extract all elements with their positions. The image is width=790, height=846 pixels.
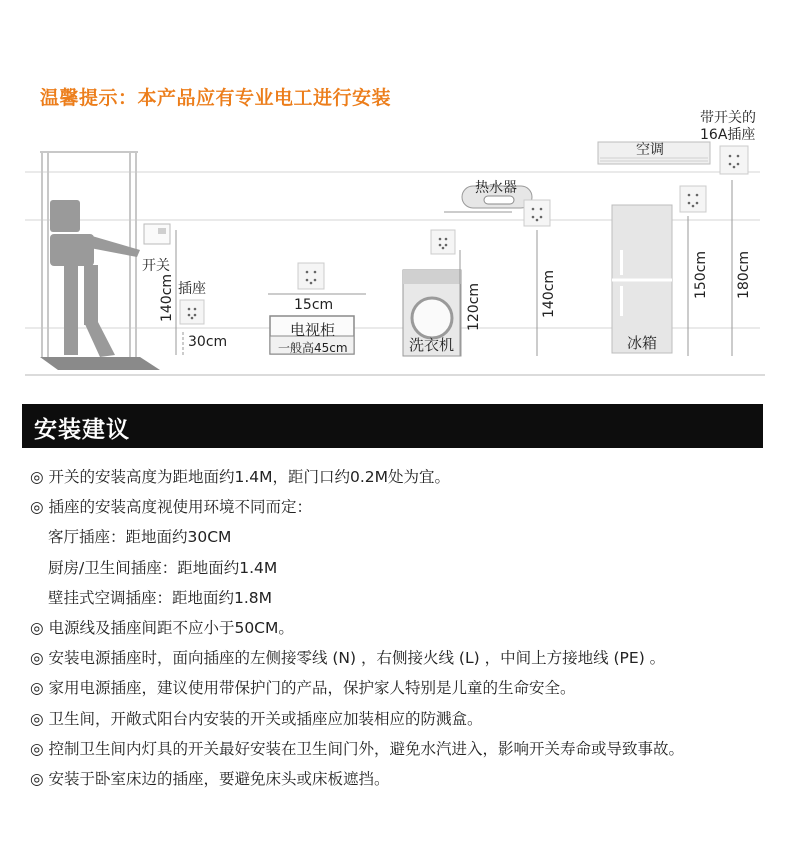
tip-item: ◎ 开关的安装高度为距地面约1.4M，距门口约0.2M处为宜。 (30, 468, 451, 486)
tip-sub-item: 壁挂式空调插座：距地面约1.8M (48, 588, 273, 607)
switched-socket-label: 带开关的 16A插座 (700, 110, 756, 143)
height-150: 150cm (693, 250, 710, 300)
tip-item: ◎ 电源线及插座间距不应小于50CM。 (30, 618, 294, 637)
height-120: 120cm (466, 282, 483, 332)
socket-label: 插座 (178, 281, 206, 297)
height-140-left: 140cm (159, 273, 176, 323)
height-180: 180cm (736, 250, 753, 300)
fridge (612, 205, 672, 353)
tv-height-note: 一般高45cm (278, 341, 348, 355)
socket-fridge (680, 186, 706, 212)
tip-item: ◎ 安装电源插座时，面向插座的左侧接零线 (N) ，右侧接火线 (L) ，中间上方接地线 (PE) 。 (30, 649, 666, 668)
floor-mat (40, 357, 160, 370)
tip-sub-item: 客厅插座：距地面约30CM (48, 528, 232, 547)
tip-item: ◎ 家用电源插座，建议使用带保护门的产品，保护家人特别是儿童的生命安全。 (30, 679, 576, 698)
warning-notice: 温馨提示：本产品应有专业电工进行安装 (40, 87, 392, 109)
aircon-label: 空调 (636, 142, 664, 158)
socket-living-room (180, 300, 204, 324)
water-heater-label: 热水器 (475, 180, 517, 196)
switch-label: 开关 (142, 258, 170, 274)
tip-item: ◎ 卫生间，开敞式阳台内安装的开关或插座应加装相应的防溅盒。 (30, 709, 483, 728)
height-140-mid: 140cm (541, 269, 558, 319)
switch-box (144, 224, 170, 244)
washer-label: 洗衣机 (409, 336, 455, 354)
tv-cabinet-label: 电视柜 (290, 321, 336, 339)
tip-item: ◎ 插座的安装高度视使用环境不同而定： (30, 498, 312, 517)
socket-washer (431, 230, 455, 254)
section-title: 安装建议 (34, 417, 130, 443)
socket-water-heater (524, 200, 550, 226)
tip-item: ◎ 安装于卧室床边的插座，要避免床头或床板遮挡。 (30, 769, 390, 788)
tip-sub-item: 厨房/卫生间插座：距地面约1.4M (48, 558, 278, 577)
person-figure (50, 200, 140, 357)
tip-item: ◎ 控制卫生间内灯具的开关最好安装在卫生间门外，避免水汽进入，影响开关寿命或导致事故。 (30, 739, 684, 758)
installation-tips-list (30, 462, 770, 794)
height-30: 30cm (188, 334, 228, 350)
width-15: 15cm (294, 297, 334, 313)
section-heading-bar (22, 404, 763, 448)
socket-tv (298, 263, 324, 289)
installation-height-diagram (0, 100, 790, 390)
socket-air-conditioner (720, 146, 748, 174)
fridge-label: 冰箱 (627, 334, 658, 352)
